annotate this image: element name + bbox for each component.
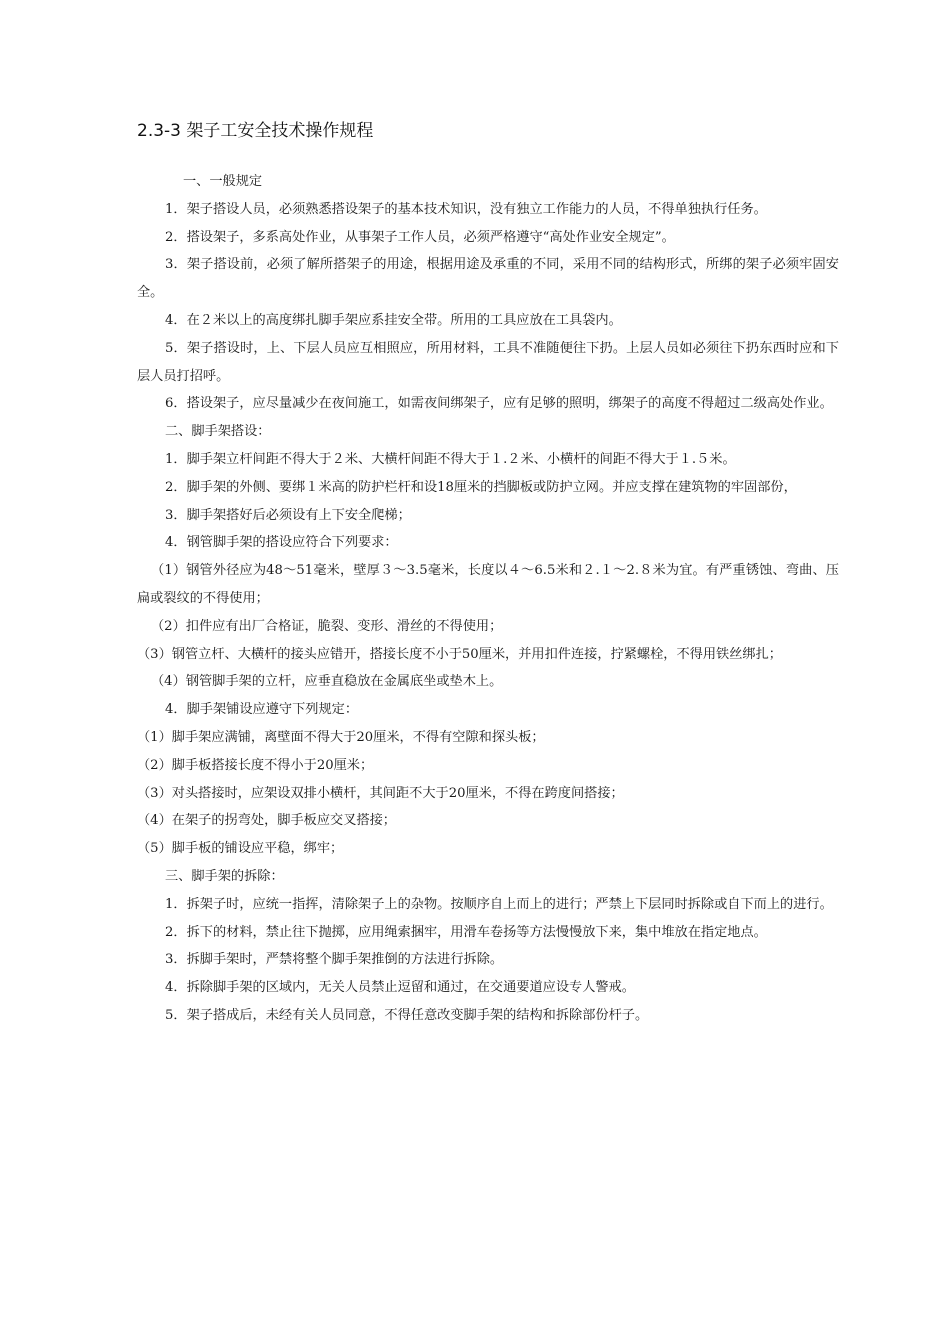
paragraph: 3．拆脚手架时，严禁将整个脚手架推倒的方法进行拆除。 [165,952,504,968]
paragraph: 3．脚手架搭好后必须设有上下安全爬梯； [165,507,411,523]
sub-paragraph: （3）钢管立杆、大横杆的接头应错开，搭接长度不小于50厘米，并用扣件连接，拧紧螺栓，不得用铁丝绑扎； [137,646,782,662]
paragraph: 3．架子搭设前，必须了解所搭架子的用途，根据用途及承重的不同，采用不同的结构形式，所绑的架子必须牢固安全。 [137,257,839,301]
paragraph: 2．脚手架的外侧、要绑１米高的防护栏杆和设18厘米的挡脚板或防护立网。并应支撑在建筑物的牢固部份， [165,479,797,495]
sub-paragraph: （4）在架子的拐弯处，脚手板应交叉搭接； [137,813,396,829]
paragraph: 4．钢管脚手架的搭设应符合下列要求： [165,535,398,551]
paragraph: 2．搭设架子，多系高处作业，从事架子工作人员，必须严格遵守“高处作业安全规定”。 [165,229,675,245]
sub-paragraph: （4）钢管脚手架的立杆，应垂直稳放在金属底坐或垫木上。 [151,674,503,690]
paragraph: 5．架子搭成后，未经有关人员同意，不得任意改变脚手架的结构和拆除部份杆子。 [165,1007,649,1023]
sub-paragraph: （5）脚手板的铺设应平稳，绑牢； [137,841,344,857]
section-heading-scaffold-setup: 二、脚手架搭设： [165,424,271,440]
document-title: 2.3-3 架子工安全技术操作规程 [137,121,374,141]
section-heading-general: 一、一般规定 [183,174,263,189]
sub-paragraph: （2）扣件应有出厂合格证，脆裂、变形、滑丝的不得使用； [151,618,503,634]
paragraph: 1．架子搭设人员，必须熟悉搭设架子的基本技术知识，没有独立工作能力的人员，不得单独执行任务。 [165,201,767,217]
paragraph: 4．在２米以上的高度绑扎脚手架应系挂安全带。所用的工具应放在工具袋内。 [165,312,622,328]
paragraph: 4．拆除脚手架的区域内，无关人员禁止逗留和通过，在交通要道应设专人警戒。 [165,980,635,996]
sub-paragraph: （1）钢管外径应为48～51毫米，壁厚３～3.5毫米，长度以４～6.5米和２.１～2.８米为宜。有严重锈蚀、弯曲、压扁或裂纹的不得使用； [137,563,839,606]
sub-paragraph: （2）脚手板搭接长度不得小于20厘米； [137,757,374,773]
section-heading-scaffold-removal: 三、脚手架的拆除： [165,868,284,884]
sub-paragraph: （3）对头搭接时，应架设双排小横杆，其间距不大于20厘米，不得在跨度间搭接； [137,785,624,801]
paragraph: 5．架子搭设时，上、下层人员应互相照应，所用材料，工具不准随便往下扔。上层人员如必须往下扔东西时应和下层人员打招呼。 [137,340,839,384]
paragraph: 4．脚手架铺设应遵守下列规定： [165,702,359,718]
paragraph: 2．拆下的材料，禁止往下抛掷，应用绳索捆牢，用滑车卷扬等方法慢慢放下来，集中堆放在指定地点。 [165,924,767,940]
paragraph: 6．搭设架子，应尽量减少在夜间施工，如需夜间绑架子，应有足够的照明，绑架子的高度不得超过二级高处作业。 [165,396,833,412]
paragraph: 1．脚手架立杆间距不得大于２米、大横杆间距不得大于１.２米、小横杆的间距不得大于１.５米。 [165,451,736,467]
document-body [137,168,839,1030]
paragraph: 1．拆架子时，应统一指挥，清除架子上的杂物。按顺序自上而上的进行；严禁上下层同时拆除或自下而上的进行。 [165,896,833,912]
sub-paragraph: （1）脚手架应满铺，离壁面不得大于20厘米，不得有空隙和探头板； [137,729,545,745]
